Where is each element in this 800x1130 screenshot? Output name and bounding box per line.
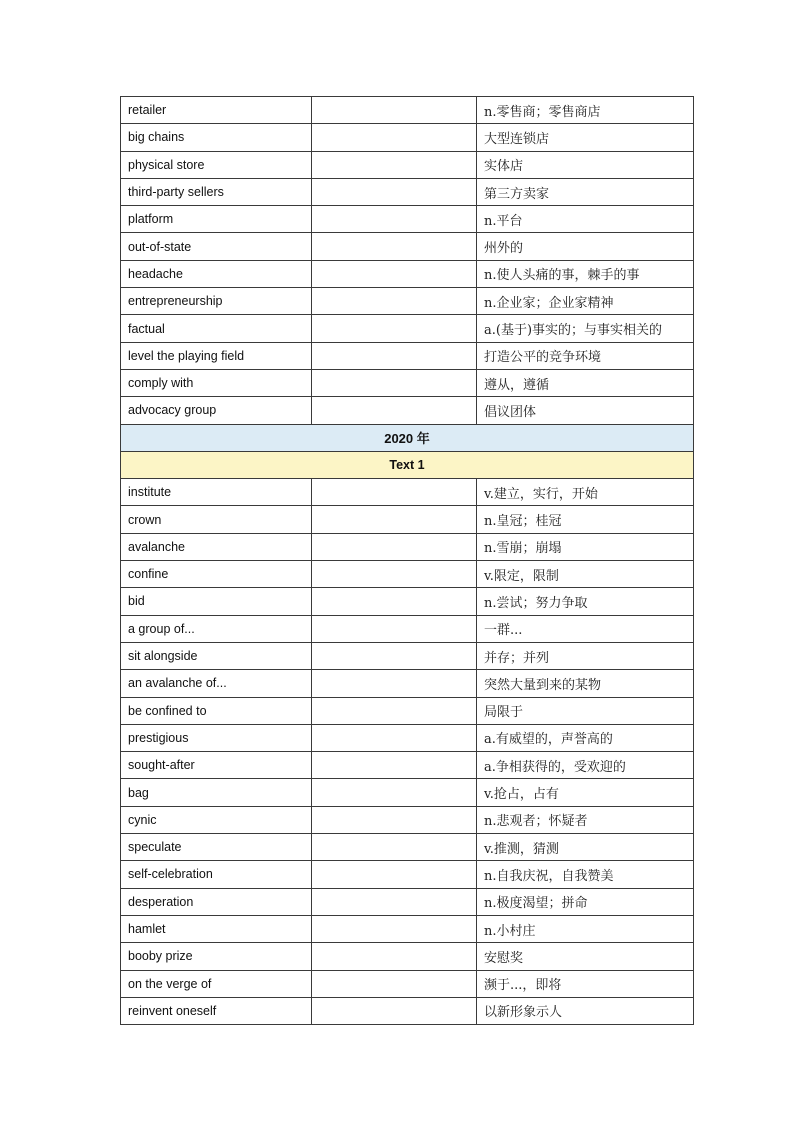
blank-cell: [312, 97, 477, 124]
blank-cell: [312, 342, 477, 369]
meaning-cell: 打造公平的竞争环境: [477, 342, 694, 369]
blank-cell: [312, 315, 477, 342]
year-header: 2020 年: [121, 424, 694, 451]
table-row: [121, 97, 694, 124]
meaning-cell: n.企业家；企业家精神: [477, 288, 694, 315]
table-row: [121, 834, 694, 861]
word-cell: bag: [121, 779, 312, 806]
table-row: [121, 997, 694, 1024]
table-row: [121, 943, 694, 970]
year-header-row: [121, 424, 694, 451]
blank-cell: [312, 178, 477, 205]
word-cell: confine: [121, 561, 312, 588]
table-row: [121, 888, 694, 915]
word-cell: physical store: [121, 151, 312, 178]
blank-cell: [312, 369, 477, 396]
blank-cell: [312, 151, 477, 178]
meaning-cell: 突然大量到来的某物: [477, 670, 694, 697]
word-cell: speculate: [121, 834, 312, 861]
table-row: [121, 315, 694, 342]
blank-cell: [312, 561, 477, 588]
meaning-cell: n.小村庄: [477, 915, 694, 942]
meaning-cell: n.雪崩；崩塌: [477, 533, 694, 560]
meaning-cell: 局限于: [477, 697, 694, 724]
blank-cell: [312, 397, 477, 424]
table-row: [121, 124, 694, 151]
word-cell: level the playing field: [121, 342, 312, 369]
meaning-cell: v.建立，实行，开始: [477, 479, 694, 506]
word-cell: bid: [121, 588, 312, 615]
blank-cell: [312, 697, 477, 724]
blank-cell: [312, 533, 477, 560]
meaning-cell: n.使人头痛的事，棘手的事: [477, 260, 694, 287]
word-cell: advocacy group: [121, 397, 312, 424]
meaning-cell: 大型连锁店: [477, 124, 694, 151]
blank-cell: [312, 588, 477, 615]
blank-cell: [312, 288, 477, 315]
meaning-cell: 濒于...，即将: [477, 970, 694, 997]
meaning-cell: 州外的: [477, 233, 694, 260]
word-cell: big chains: [121, 124, 312, 151]
blank-cell: [312, 752, 477, 779]
word-cell: out-of-state: [121, 233, 312, 260]
word-cell: headache: [121, 260, 312, 287]
meaning-cell: a.(基于)事实的；与事实相关的: [477, 315, 694, 342]
table-row: [121, 861, 694, 888]
blank-cell: [312, 806, 477, 833]
table-row: [121, 342, 694, 369]
word-cell: hamlet: [121, 915, 312, 942]
meaning-cell: 实体店: [477, 151, 694, 178]
word-cell: comply with: [121, 369, 312, 396]
word-cell: on the verge of: [121, 970, 312, 997]
meaning-cell: a.争相获得的，受欢迎的: [477, 752, 694, 779]
word-cell: sought-after: [121, 752, 312, 779]
blank-cell: [312, 997, 477, 1024]
table-row: [121, 506, 694, 533]
meaning-cell: n.极度渴望；拼命: [477, 888, 694, 915]
text-header-row: [121, 451, 694, 478]
table-row: [121, 369, 694, 396]
table-row: [121, 724, 694, 751]
meaning-cell: 遵从，遵循: [477, 369, 694, 396]
word-cell: cynic: [121, 806, 312, 833]
blank-cell: [312, 206, 477, 233]
meaning-cell: 并存；并列: [477, 642, 694, 669]
table-row: [121, 697, 694, 724]
table-row: [121, 260, 694, 287]
table-row: [121, 233, 694, 260]
table-row: [121, 288, 694, 315]
blank-cell: [312, 888, 477, 915]
blank-cell: [312, 642, 477, 669]
blank-cell: [312, 124, 477, 151]
table-row: [121, 642, 694, 669]
table-row: [121, 615, 694, 642]
meaning-cell: v.限定，限制: [477, 561, 694, 588]
word-cell: entrepreneurship: [121, 288, 312, 315]
meaning-cell: 一群...: [477, 615, 694, 642]
meaning-cell: n.皇冠；桂冠: [477, 506, 694, 533]
word-cell: avalanche: [121, 533, 312, 560]
word-cell: prestigious: [121, 724, 312, 751]
meaning-cell: v.推测，猜测: [477, 834, 694, 861]
word-cell: self-celebration: [121, 861, 312, 888]
meaning-cell: 以新形象示人: [477, 997, 694, 1024]
table-row: [121, 533, 694, 560]
blank-cell: [312, 970, 477, 997]
meaning-cell: n.自我庆祝，自我赞美: [477, 861, 694, 888]
vocabulary-group-b: [121, 479, 694, 1025]
word-cell: an avalanche of...: [121, 670, 312, 697]
word-cell: be confined to: [121, 697, 312, 724]
blank-cell: [312, 724, 477, 751]
table-row: [121, 178, 694, 205]
meaning-cell: n.零售商；零售商店: [477, 97, 694, 124]
word-cell: crown: [121, 506, 312, 533]
blank-cell: [312, 615, 477, 642]
table-row: [121, 206, 694, 233]
blank-cell: [312, 670, 477, 697]
word-cell: a group of...: [121, 615, 312, 642]
word-cell: institute: [121, 479, 312, 506]
meaning-cell: n.尝试；努力争取: [477, 588, 694, 615]
table-row: [121, 670, 694, 697]
blank-cell: [312, 479, 477, 506]
word-cell: booby prize: [121, 943, 312, 970]
text-header: Text 1: [121, 451, 694, 478]
blank-cell: [312, 260, 477, 287]
table-row: [121, 752, 694, 779]
table-row: [121, 588, 694, 615]
blank-cell: [312, 943, 477, 970]
vocabulary-group-a: [121, 97, 694, 425]
table-row: [121, 561, 694, 588]
blank-cell: [312, 506, 477, 533]
meaning-cell: n.平台: [477, 206, 694, 233]
table-row: [121, 915, 694, 942]
meaning-cell: 倡议团体: [477, 397, 694, 424]
blank-cell: [312, 915, 477, 942]
word-cell: desperation: [121, 888, 312, 915]
word-cell: reinvent oneself: [121, 997, 312, 1024]
meaning-cell: 第三方卖家: [477, 178, 694, 205]
word-cell: sit alongside: [121, 642, 312, 669]
meaning-cell: 安慰奖: [477, 943, 694, 970]
word-cell: third-party sellers: [121, 178, 312, 205]
table-row: [121, 397, 694, 424]
blank-cell: [312, 779, 477, 806]
blank-cell: [312, 834, 477, 861]
table-row: [121, 806, 694, 833]
table-row: [121, 151, 694, 178]
table-row: [121, 479, 694, 506]
word-cell: retailer: [121, 97, 312, 124]
word-cell: factual: [121, 315, 312, 342]
table-row: [121, 779, 694, 806]
table-row: [121, 970, 694, 997]
meaning-cell: n.悲观者；怀疑者: [477, 806, 694, 833]
blank-cell: [312, 233, 477, 260]
meaning-cell: a.有威望的，声誉高的: [477, 724, 694, 751]
vocabulary-table: [120, 96, 694, 1025]
word-cell: platform: [121, 206, 312, 233]
section-headers: [121, 424, 694, 479]
blank-cell: [312, 861, 477, 888]
meaning-cell: v.抢占，占有: [477, 779, 694, 806]
